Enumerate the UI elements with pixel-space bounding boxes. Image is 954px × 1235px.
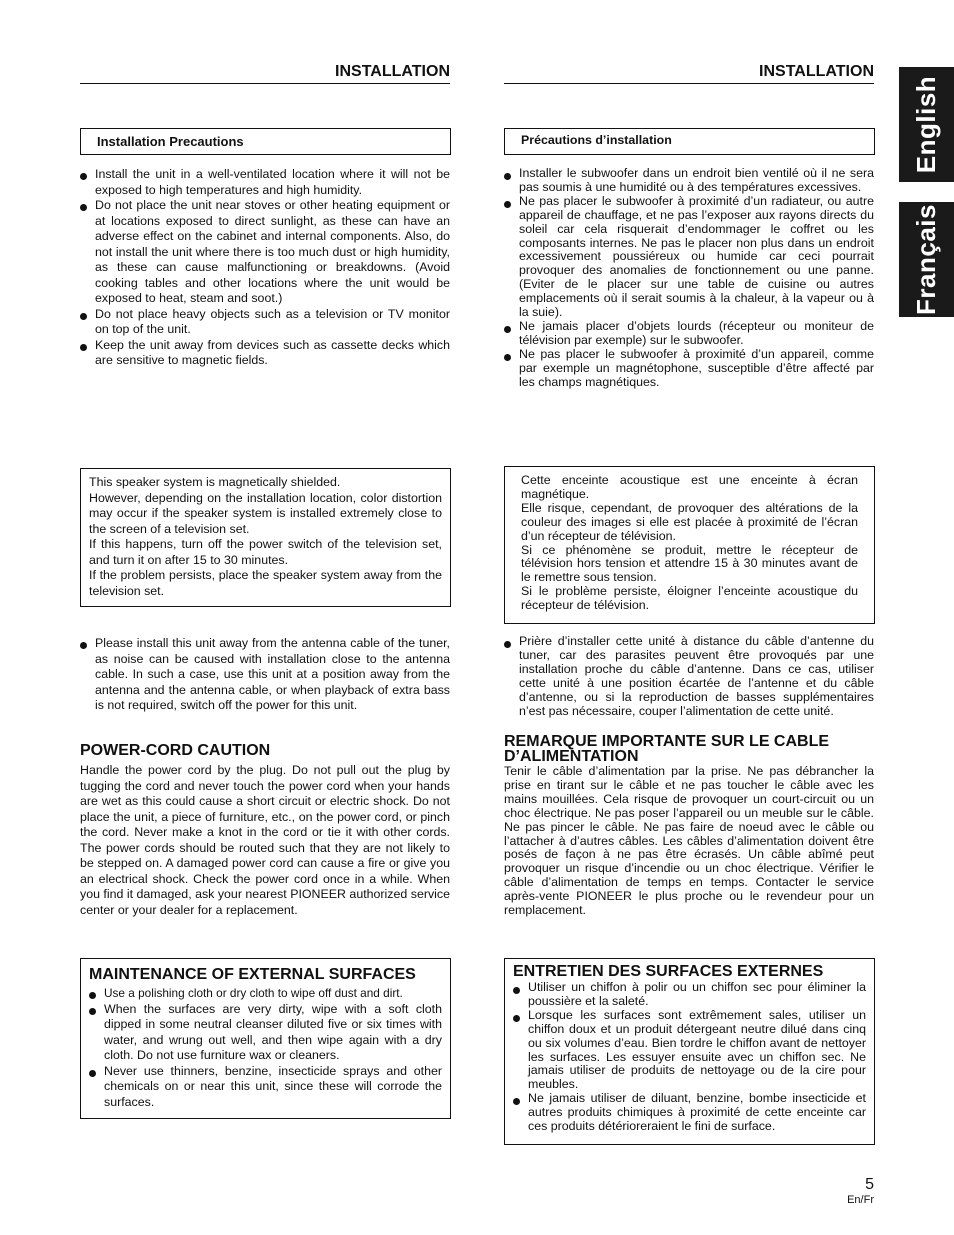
precautions-title-box-fr [504,128,875,155]
power-cord-title-fr: REMARQUE IMPORTANTE SUR LE CABLE D’ALIMENTATION [504,733,830,765]
antenna-note-fr [504,635,874,718]
magnetic-shield-box-en [80,468,451,607]
list-item: Use a polishing cloth or dry cloth to wipe off dust and dirt. [89,986,442,1002]
list-item: Ne jamais placer d’objets lourds (récepteur ou moniteur de télévision par exemple) sur le subwoofer. [504,320,874,348]
maintenance-list-fr [513,981,866,1134]
list-item: Utiliser un chiffon à polir ou un chiffon sec pour éliminer la poussière et la saleté. [513,981,866,1009]
list-item: Never use thinners, benzine, insecticide sprays and other chemicals on or near this unit, since these will corrode the surfaces. [89,1064,442,1111]
maintenance-box-en [80,958,451,1119]
shield-line: If this happens, turn off the power switch of the television set, and turn it on after 15 to 30 minutes. [89,537,442,567]
antenna-note-en [80,636,450,714]
list-item: When the surfaces are very dirty, wipe with a soft cloth dipped in some neutral cleanser diluted five or six times with water, and wrung out well, and then wipe again with a dry cloth. Do not use furniture wax or cleaners. [89,1002,442,1064]
magnetic-shield-box-fr [504,466,875,624]
list-item: Installer le subwoofer dans un endroit bien ventilé où il ne sera pas soumis à une humidité ou à des températures excessives. [504,167,874,195]
shield-line: However, depending on the installation location, color distortion may occur if the speaker system is installed extremely close to the screen of a television set. [89,490,442,536]
tab-french-label: Français [911,204,942,315]
power-cord-text-en: Handle the power cord by the plug. Do not pull out the plug by tugging the cord and never touch the power cord when your hands are wet as this could cause a short circuit or electric shock. Do not place the unit, a piece of furniture, etc., on the power cord, or pinch the cord. Never make a knot in the cord or tie it with other cords. The power cords should be routed such that they are not likely to be stepped on. A damaged power cord can cause a fire or give you an electrical shock. Check the power cord once in a while. When you find it damaged, ask your nearest PIONEER authorized service center or your dealer for a replacement. [80,763,450,917]
list-item: Prière d’installer cette unité à distance du câble d’antenne du tuner, car des parasites peuvent être provoqués par une installation proche du câble d’antenne. Dans ce cas, utiliser cette unité à une position écartée de l’antenne et du câble d’antenne, ou si la reproduction de basses supplémentaires n’est pas nécessaire, couper l’alimentation de cette unité. [504,635,874,718]
power-cord-title-en: POWER-CORD CAUTION [80,742,271,759]
shield-line: Si le problème persiste, éloigner l’enceinte acoustique du récepteur de télévision. [521,584,858,613]
maintenance-title-fr: ENTRETIEN DES SURFACES EXTERNES [513,963,824,980]
list-item: Do not place the unit near stoves or other heating equipment or at locations exposed to direct sunlight, as these can have an adverse effect on the cabinet and internal components. Also, do not install the unit where there is too much dust or high humidity, as these can cause malfunctioning or breakdowns. (Avoid cooking tables and other locations where the unit would be exposed to heat, steam and soot.) [80,198,450,307]
precautions-list-fr [504,167,874,390]
precautions-list-en [80,167,450,369]
precautions-title-fr: Précautions d’installation [521,133,672,147]
shield-line: If the problem persists, place the speaker system away from the television set. [89,568,442,598]
list-item: Ne pas placer le subwoofer à proximité d’un radiateur, ou autre appareil de chauffage, et ne pas l’exposer aux rayons directs du soleil car cela risquerait d’endommager le coffret ou les composants internes. Ne pas le placer non plus dans un endroit excessivement poussiéreux ou humide car ceci pourrait provoquer des anomalies de fonctionnement ou une panne. (Eviter de le placer sur une table de cuisine ou autres emplacements où il serait soumis à la chaleur, à la vapeur ou à la suie). [504,195,874,320]
power-cord-text-fr: Tenir le câble d’alimentation par la prise. Ne pas débrancher la prise en tirant sur le câble et ne pas toucher le câble avec les mains mouillées. Cela risque de provoquer un court-circuit ou un choc électrique. Ne pas poser l’appareil ou un meuble sur le câble. Ne pas pincer le câble. Ne pas faire de noeud avec le câble ou l’attacher à d’autres câbles. Les câbles d’alimentation doivent être posés de façon à ne pas être écrasés. Un câble abîmé peut provoquer un risque d’incendie ou un choc électrique. Vérifier le câble d’alimentation de temps en temps. Contacter le service après-vente PIONEER le plus proche ou le revendeur pour un remplacement. [504,764,874,918]
tab-english-label: English [911,75,941,174]
list-item: Please install this unit away from the antenna cable of the tuner, as noise can be caused with installation close to the antenna cable. In such a case, use this unit at a position away from the antenna and the antenna cable, or when playback of extra bass is not required, switch off the power for this unit. [80,636,450,714]
left-column-title: INSTALLATION [80,63,450,84]
language-code: En/Fr [847,1194,874,1206]
list-item: Install the unit in a well-ventilated location where it will not be exposed to high temperatures and high humidity. [80,167,450,198]
shield-line: Si ce phénomène se produit, mettre le récepteur de télévision hors tension et attendre 15 à 30 minutes avant de le remettre sous tension. [521,542,858,585]
list-item: Ne pas placer le subwoofer à proximité d’un appareil, comme par exemple un magnétophone, susceptible d’être affecté par les champs magnétiques. [504,348,874,390]
tab-french[interactable] [899,202,954,317]
right-column-title: INSTALLATION [504,63,874,84]
precautions-title-en: Installation Precautions [97,134,244,149]
shield-line: This speaker system is magnetically shielded. [89,475,341,489]
list-item: Ne jamais utiliser de diluant, benzine, bombe insecticide et autres produits chimiques à proximité de cette enceinte car ces produits détérioreraient le fini de surface. [513,1092,866,1134]
maintenance-title-en: MAINTENANCE OF EXTERNAL SURFACES [89,966,416,983]
shield-line: Elle risque, cependant, de provoquer des altérations de la couleur des images si elle est placée à proximité de l’écran d’un récepteur de télévision. [521,500,858,543]
maintenance-list-en [89,986,442,1110]
maintenance-box-fr [504,958,875,1145]
list-item: Keep the unit away from devices such as cassette decks which are sensitive to magnetic fields. [80,338,450,369]
list-item: Lorsque les surfaces sont extrêmement sales, utiliser un chiffon doux et un produit détergeant neutre dilué dans cinq ou six volumes d’eau. Bien tordre le chiffon avant de nettoyer les surfaces. Les essuyer ensuite avec un chiffon sec. Ne jamais utiliser de produits de nettoyage ou de la cire pour meubles. [513,1009,866,1092]
precautions-title-box-en [80,128,451,155]
tab-english[interactable] [899,67,954,182]
shield-line: Cette enceinte acoustique est une enceinte à écran magnétique. [521,473,858,501]
page-number: 5 [865,1176,874,1193]
list-item: Do not place heavy objects such as a television or TV monitor on top of the unit. [80,307,450,338]
